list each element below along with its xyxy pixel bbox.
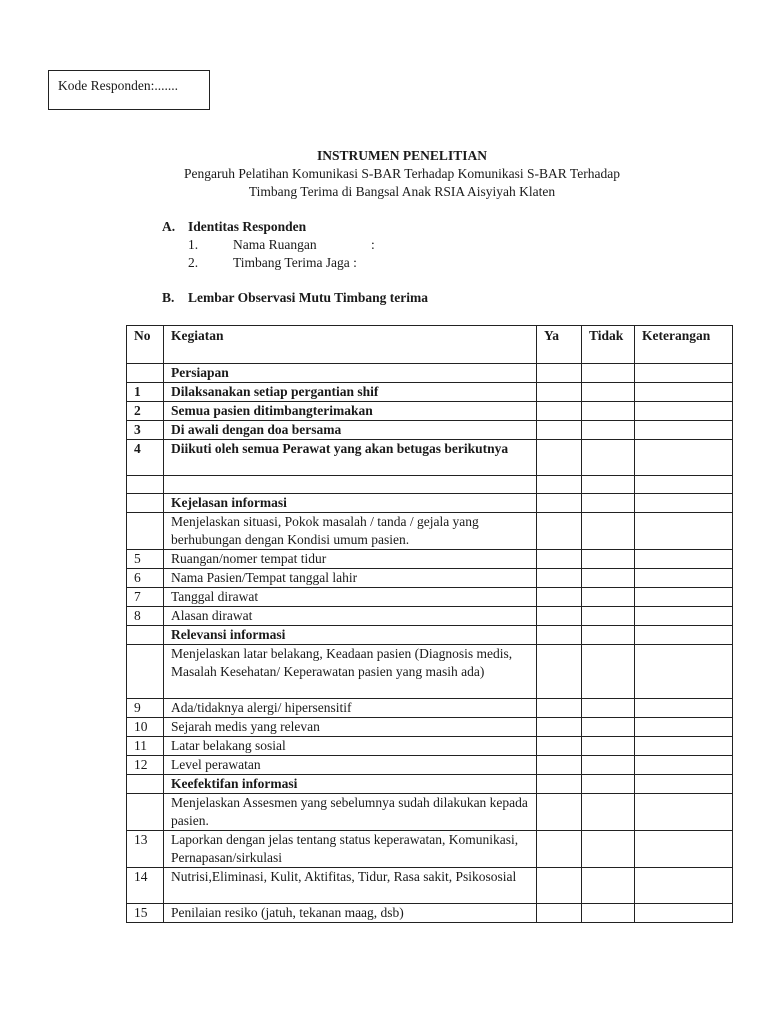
section-a-title: Identitas Responden — [188, 219, 307, 234]
subtitle-line-1: Pengaruh Pelatihan Komunikasi S-BAR Terhadap Komunikasi S-BAR Terhadap — [184, 166, 620, 181]
identitas-item-nama-ruangan — [188, 237, 375, 253]
cell-no: 8 — [127, 607, 164, 626]
cell-ya[interactable] — [537, 607, 582, 626]
section-a-letter: A. — [162, 219, 176, 234]
cell-kegiatan: Menjelaskan Assesmen yang sebelumnya sudah dilakukan kepada pasien. — [164, 794, 537, 831]
cell-tidak[interactable] — [582, 699, 635, 718]
cell-kegiatan: Level perawatan — [164, 756, 537, 775]
cell-no: 3 — [127, 421, 164, 440]
cell-kegiatan: Sejarah medis yang relevan — [164, 718, 537, 737]
section-b-heading — [162, 290, 428, 306]
cell-ya[interactable] — [537, 476, 582, 494]
cell-tidak[interactable] — [582, 794, 635, 831]
cell-no: 2 — [127, 402, 164, 421]
table-row-section-keefektifan — [127, 775, 733, 794]
cell-no: 15 — [127, 904, 164, 923]
cell-ya[interactable] — [537, 645, 582, 699]
cell-keterangan[interactable] — [635, 831, 733, 868]
table-header-row — [127, 326, 733, 364]
section-a-heading — [162, 219, 306, 235]
item-colon: : — [353, 255, 357, 270]
cell-no — [127, 794, 164, 831]
table-row — [127, 383, 733, 402]
kode-responden-label: Kode Responden:....... — [58, 78, 178, 93]
cell-kegiatan: Nutrisi,Eliminasi, Kulit, Aktifitas, Tidur, Rasa sakit, Psikososial — [164, 868, 537, 904]
cell-keterangan[interactable] — [635, 607, 733, 626]
cell-tidak[interactable] — [582, 440, 635, 476]
cell-ya[interactable] — [537, 756, 582, 775]
cell-keterangan[interactable] — [635, 569, 733, 588]
cell-kegiatan — [164, 476, 537, 494]
table-row — [127, 868, 733, 904]
cell-kegiatan: Di awali dengan doa bersama — [164, 421, 537, 440]
item-label: Nama Ruangan — [233, 237, 317, 252]
cell-keterangan[interactable] — [635, 383, 733, 402]
cell-no: 14 — [127, 868, 164, 904]
cell-no — [127, 476, 164, 494]
cell-keterangan[interactable] — [635, 756, 733, 775]
cell-tidak[interactable] — [582, 569, 635, 588]
cell-no: 7 — [127, 588, 164, 607]
cell-tidak[interactable] — [582, 775, 635, 794]
cell-keterangan[interactable] — [635, 775, 733, 794]
cell-ya[interactable] — [537, 699, 582, 718]
cell-keterangan[interactable] — [635, 868, 733, 904]
cell-keterangan[interactable] — [635, 402, 733, 421]
cell-no — [127, 775, 164, 794]
table-row — [127, 756, 733, 775]
header-tidak: Tidak — [582, 326, 635, 364]
kode-responden-box — [48, 70, 210, 110]
table-row-empty — [127, 476, 733, 494]
cell-kegiatan: Ada/tidaknya alergi/ hipersensitif — [164, 699, 537, 718]
cell-ya[interactable] — [537, 794, 582, 831]
cell-ya[interactable] — [537, 831, 582, 868]
cell-tidak[interactable] — [582, 402, 635, 421]
table-row-section-persiapan — [127, 364, 733, 383]
table-row-section-kejelasan — [127, 494, 733, 513]
table-row — [127, 550, 733, 569]
cell-kegiatan: Nama Pasien/Tempat tanggal lahir — [164, 569, 537, 588]
table-row-section-relevansi — [127, 626, 733, 645]
cell-tidak[interactable] — [582, 607, 635, 626]
table-row — [127, 607, 733, 626]
cell-tidak[interactable] — [582, 421, 635, 440]
header-no: No — [127, 326, 164, 364]
cell-tidak[interactable] — [582, 383, 635, 402]
cell-no: 12 — [127, 756, 164, 775]
cell-keterangan[interactable] — [635, 794, 733, 831]
cell-ya[interactable] — [537, 718, 582, 737]
cell-keterangan[interactable] — [635, 364, 733, 383]
cell-keterangan[interactable] — [635, 904, 733, 923]
cell-ya[interactable] — [537, 588, 582, 607]
table-row — [127, 699, 733, 718]
cell-no: 5 — [127, 550, 164, 569]
observation-table — [126, 325, 733, 923]
table-row — [127, 513, 733, 550]
cell-no: 10 — [127, 718, 164, 737]
cell-ya[interactable] — [537, 904, 582, 923]
table-row — [127, 718, 733, 737]
document-title: INSTRUMEN PENELITIAN — [317, 148, 487, 163]
cell-kegiatan: Laporkan dengan jelas tentang status keperawatan, Komunikasi, Pernapasan/sirkulasi — [164, 831, 537, 868]
item-colon: : — [371, 237, 375, 252]
cell-tidak[interactable] — [582, 364, 635, 383]
item-number: 1. — [188, 237, 199, 252]
cell-kegiatan: Menjelaskan situasi, Pokok masalah / tanda / gejala yang berhubungan dengan Kondisi umum pasien. — [164, 513, 537, 550]
cell-keterangan[interactable] — [635, 645, 733, 699]
cell-keterangan[interactable] — [635, 550, 733, 569]
cell-ya[interactable] — [537, 421, 582, 440]
table-row — [127, 794, 733, 831]
cell-no — [127, 494, 164, 513]
cell-kegiatan: Penilaian resiko (jatuh, tekanan maag, dsb) — [164, 904, 537, 923]
cell-kegiatan: Persiapan — [164, 364, 537, 383]
cell-kegiatan: Keefektifan informasi — [164, 775, 537, 794]
table-row — [127, 645, 733, 699]
cell-kegiatan: Kejelasan informasi — [164, 494, 537, 513]
cell-kegiatan: Diikuti oleh semua Perawat yang akan betugas berikutnya — [164, 440, 537, 476]
cell-no — [127, 645, 164, 699]
item-number: 2. — [188, 255, 199, 270]
table-row — [127, 904, 733, 923]
cell-keterangan[interactable] — [635, 699, 733, 718]
cell-tidak[interactable] — [582, 868, 635, 904]
cell-keterangan[interactable] — [635, 494, 733, 513]
cell-no: 13 — [127, 831, 164, 868]
header-ya: Ya — [537, 326, 582, 364]
cell-no: 6 — [127, 569, 164, 588]
cell-ya[interactable] — [537, 550, 582, 569]
cell-tidak[interactable] — [582, 513, 635, 550]
cell-keterangan[interactable] — [635, 440, 733, 476]
cell-no — [127, 626, 164, 645]
cell-no — [127, 513, 164, 550]
table-row — [127, 440, 733, 476]
cell-tidak[interactable] — [582, 494, 635, 513]
cell-keterangan[interactable] — [635, 718, 733, 737]
header-keterangan: Keterangan — [635, 326, 733, 364]
cell-ya[interactable] — [537, 383, 582, 402]
cell-no: 4 — [127, 440, 164, 476]
cell-tidak[interactable] — [582, 737, 635, 756]
cell-no: 11 — [127, 737, 164, 756]
cell-keterangan[interactable] — [635, 626, 733, 645]
cell-ya[interactable] — [537, 402, 582, 421]
table-row — [127, 569, 733, 588]
cell-tidak[interactable] — [582, 626, 635, 645]
header-kegiatan: Kegiatan — [164, 326, 537, 364]
cell-kegiatan: Menjelaskan latar belakang, Keadaan pasien (Diagnosis medis, Masalah Kesehatan/ Keperawatan pasien yang masih ada) — [164, 645, 537, 699]
cell-kegiatan: Latar belakang sosial — [164, 737, 537, 756]
table-row — [127, 831, 733, 868]
cell-no: 9 — [127, 699, 164, 718]
cell-ya[interactable] — [537, 440, 582, 476]
section-b-letter: B. — [162, 290, 175, 305]
cell-ya[interactable] — [537, 737, 582, 756]
cell-kegiatan: Alasan dirawat — [164, 607, 537, 626]
cell-no — [127, 364, 164, 383]
cell-keterangan[interactable] — [635, 476, 733, 494]
cell-ya[interactable] — [537, 868, 582, 904]
table-row — [127, 737, 733, 756]
cell-tidak[interactable] — [582, 588, 635, 607]
table-row — [127, 402, 733, 421]
cell-kegiatan: Semua pasien ditimbangterimakan — [164, 402, 537, 421]
cell-kegiatan: Dilaksanakan setiap pergantian shif — [164, 383, 537, 402]
item-label: Timbang Terima Jaga — [233, 255, 350, 270]
cell-no: 1 — [127, 383, 164, 402]
section-b-title: Lembar Observasi Mutu Timbang terima — [188, 290, 429, 305]
identitas-item-timbang-terima-jaga — [188, 255, 357, 271]
cell-tidak[interactable] — [582, 550, 635, 569]
cell-tidak[interactable] — [582, 718, 635, 737]
table-row — [127, 588, 733, 607]
cell-keterangan[interactable] — [635, 513, 733, 550]
cell-ya[interactable] — [537, 775, 582, 794]
cell-tidak[interactable] — [582, 831, 635, 868]
table-row — [127, 421, 733, 440]
cell-kegiatan: Relevansi informasi — [164, 626, 537, 645]
cell-ya[interactable] — [537, 364, 582, 383]
cell-tidak[interactable] — [582, 756, 635, 775]
cell-keterangan[interactable] — [635, 421, 733, 440]
cell-kegiatan: Tanggal dirawat — [164, 588, 537, 607]
subtitle-line-2: Timbang Terima di Bangsal Anak RSIA Aisyiyah Klaten — [248, 184, 556, 199]
cell-kegiatan: Ruangan/nomer tempat tidur — [164, 550, 537, 569]
cell-keterangan[interactable] — [635, 737, 733, 756]
cell-tidak[interactable] — [582, 904, 635, 923]
cell-keterangan[interactable] — [635, 588, 733, 607]
cell-tidak[interactable] — [582, 476, 635, 494]
cell-ya[interactable] — [537, 626, 582, 645]
cell-ya[interactable] — [537, 513, 582, 550]
cell-tidak[interactable] — [582, 645, 635, 699]
document-subtitle — [0, 165, 768, 201]
cell-ya[interactable] — [537, 569, 582, 588]
cell-ya[interactable] — [537, 494, 582, 513]
